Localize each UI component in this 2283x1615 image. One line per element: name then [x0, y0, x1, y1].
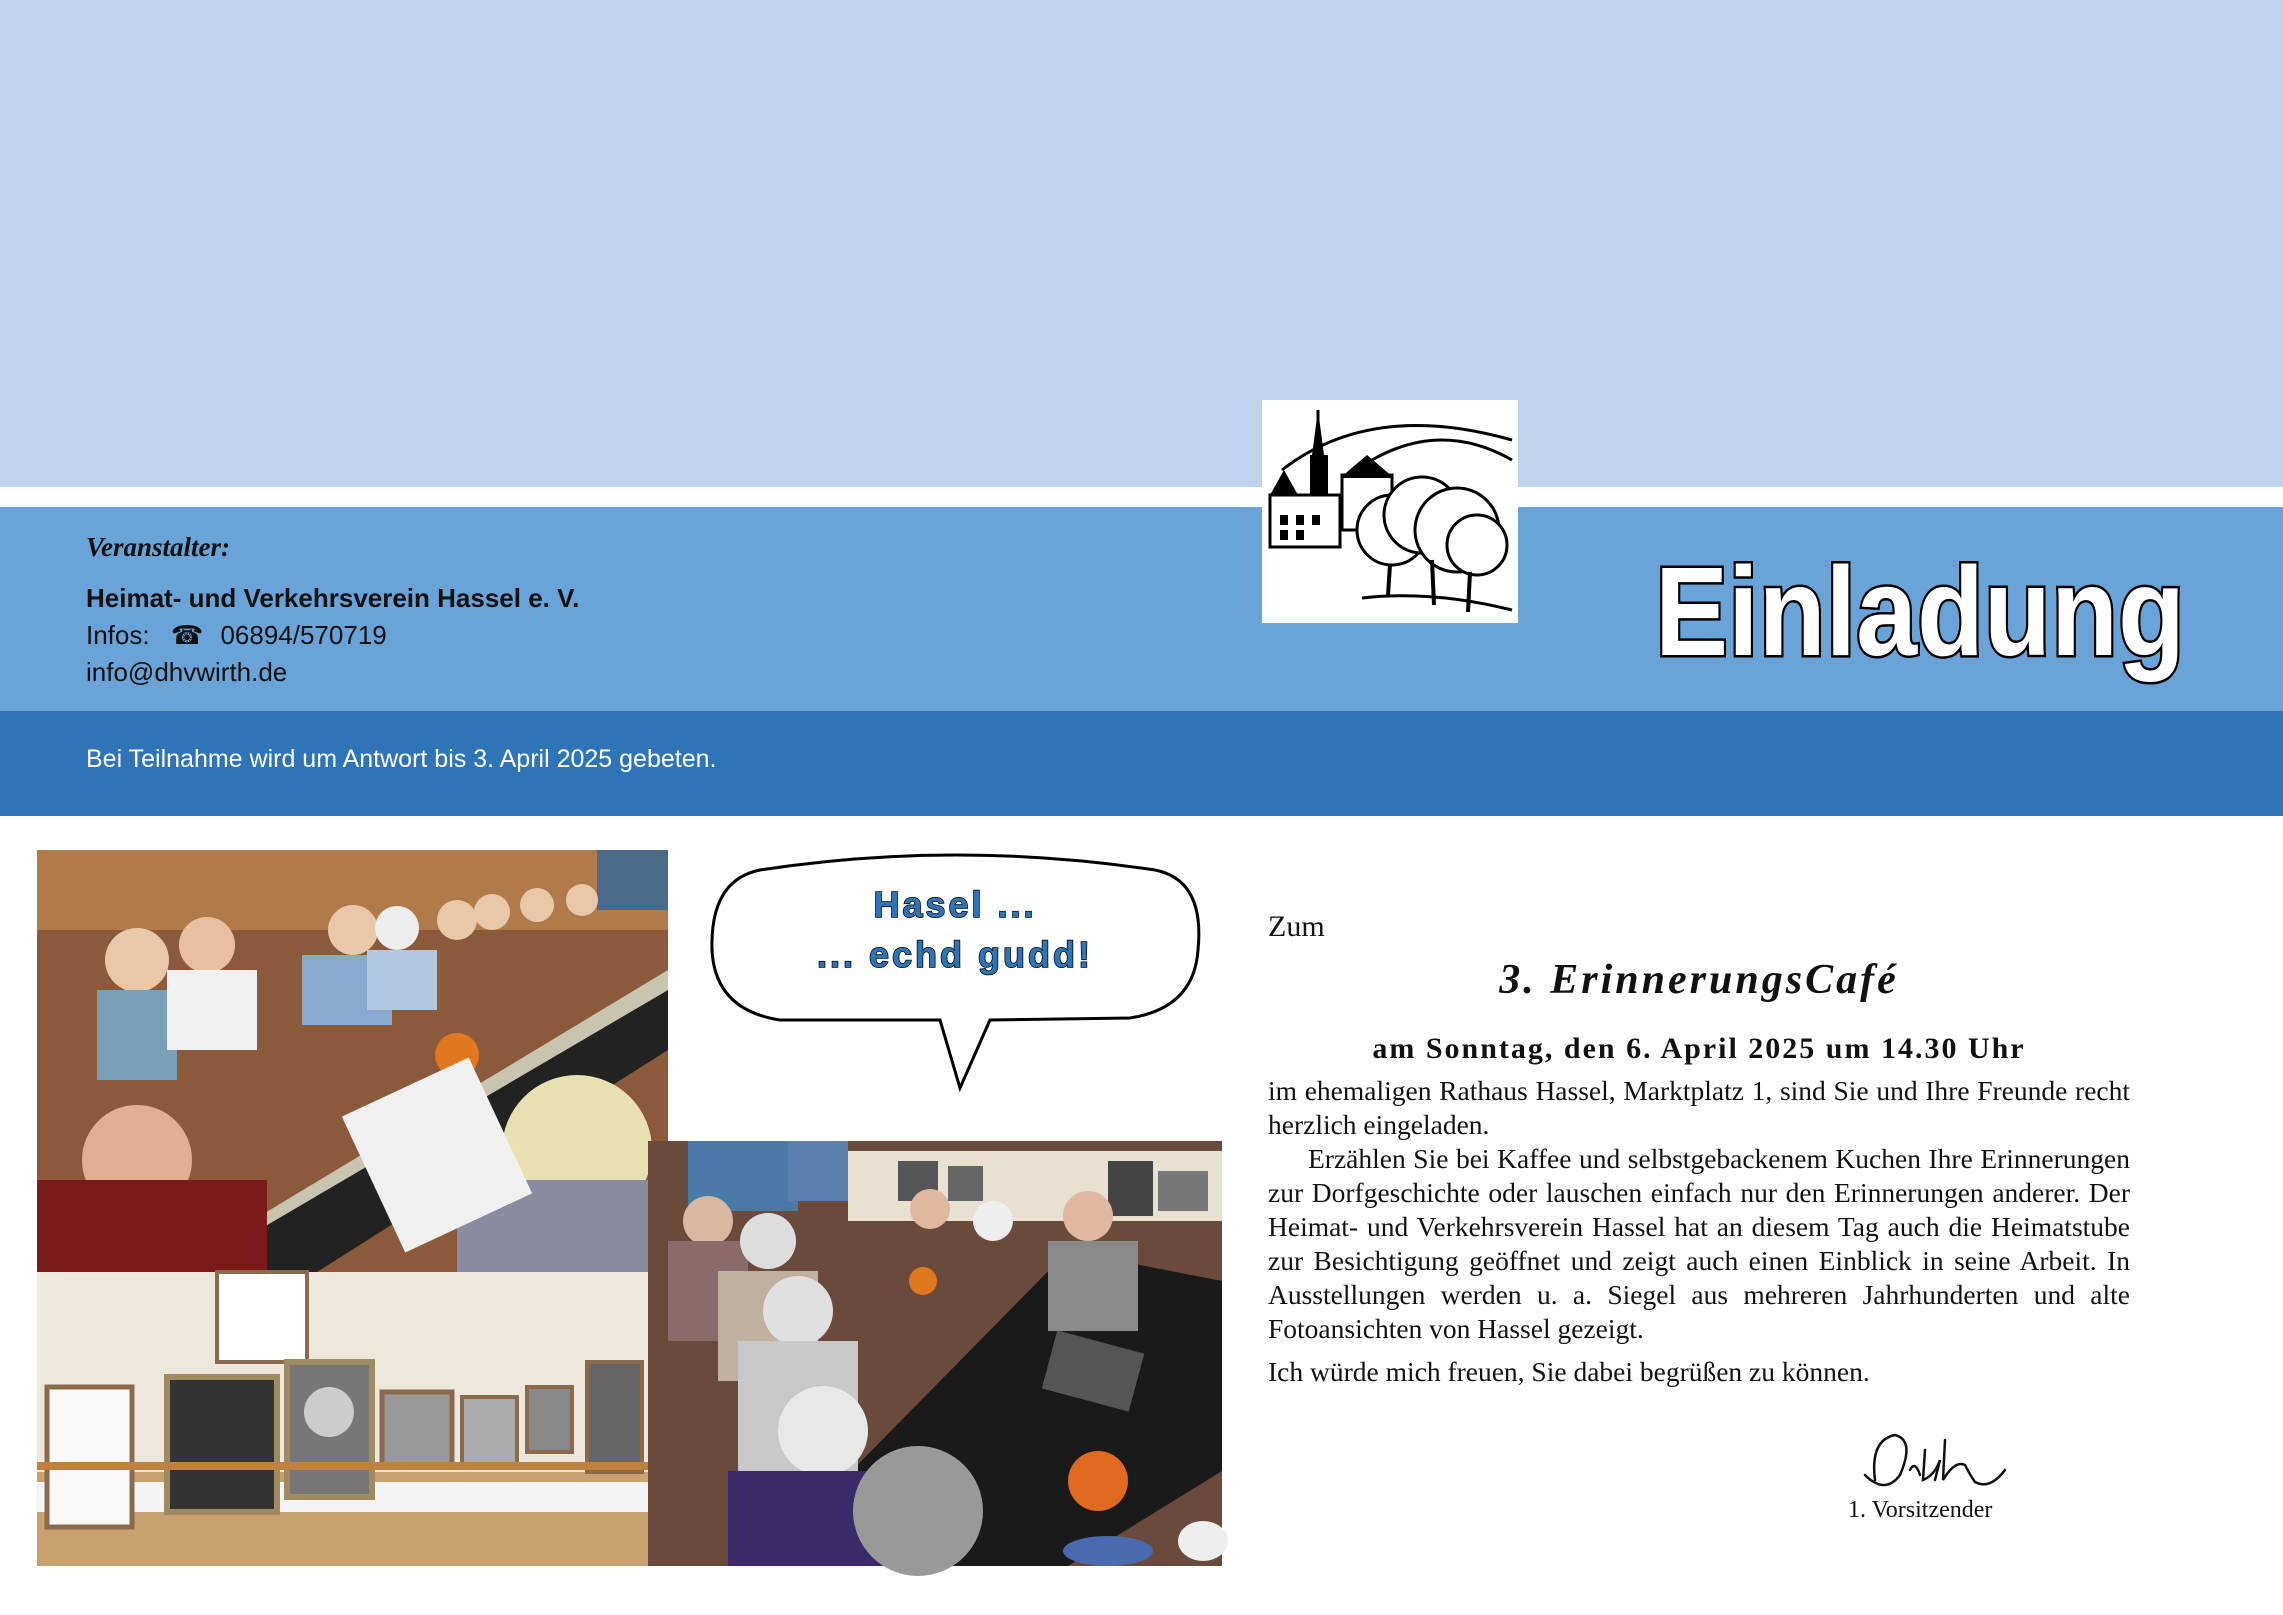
- svg-text:Einladung: Einladung: [1655, 541, 2185, 682]
- phone-number[interactable]: 06894/570719: [220, 620, 387, 650]
- speech-bubble: [700, 850, 1210, 1100]
- invitation-text: [1268, 910, 2130, 1388]
- invitation-closing: Ich würde mich freuen, Sie dabei begrüßen zu können.: [1268, 1356, 1870, 1387]
- invitation-paragraph-2: Erzählen Sie bei Kaffee und selbstgebackenem Kuchen Ihre Erinnerungen zur Dorfgeschichte oder lauschen einfach nur den Erinnerungen anderer. Der Heimat- und Verkehrsverein Hassel hat an diesem Tag auch die Heimatstube zur Besichtigung geöffnet und zeigt auch einen Einblick in seine Arbeit. In Ausstellungen werden u. a. Siegel aus mehreren Jahrhunderten und alte Fotoansichten von Hassel gezeigt.: [1268, 1143, 2130, 1344]
- organizer-block: [86, 532, 579, 694]
- header-divider: [0, 487, 2283, 507]
- header-top-band: [0, 0, 2283, 487]
- title-einladung: [1655, 537, 2195, 687]
- event-title: 3. ErinnerungsCafé: [1499, 957, 1899, 1003]
- signer-role: 1. Vorsitzender: [1848, 1497, 1993, 1523]
- bubble-line-1: Hasel ...: [873, 884, 1037, 925]
- village-logo-icon: [1262, 400, 1518, 623]
- organizer-name: Heimat- und Verkehrsverein Hassel e. V.: [86, 583, 580, 613]
- organizer-email[interactable]: info@dhvwirth.de: [86, 657, 288, 687]
- infos-label: Infos:: [86, 620, 150, 650]
- photo-exhibition-wall: [37, 1272, 648, 1566]
- invitation-paragraph-1: im ehemaligen Rathaus Hassel, Marktplatz 1, sind Sie und Ihre Freunde recht herzlich eingeladen.: [1268, 1075, 2130, 1140]
- invitation-intro: Zum: [1268, 910, 1325, 943]
- phone-icon: ☎: [170, 620, 204, 650]
- organizer-label: Veranstalter:: [86, 532, 231, 562]
- event-date: am Sonntag, den 6. April 2025 um 14.30 Uhr: [1372, 1032, 2026, 1065]
- bubble-line-2: ... echd gudd!: [817, 934, 1093, 975]
- photo-group-table: [648, 1141, 1222, 1566]
- rsvp-note: Bei Teilnahme wird um Antwort bis 3. April 2025 gebeten.: [86, 745, 717, 773]
- organizer-phone-line: [86, 620, 579, 651]
- village-logo: [1262, 400, 1518, 623]
- photo-meeting-table: [37, 850, 668, 1272]
